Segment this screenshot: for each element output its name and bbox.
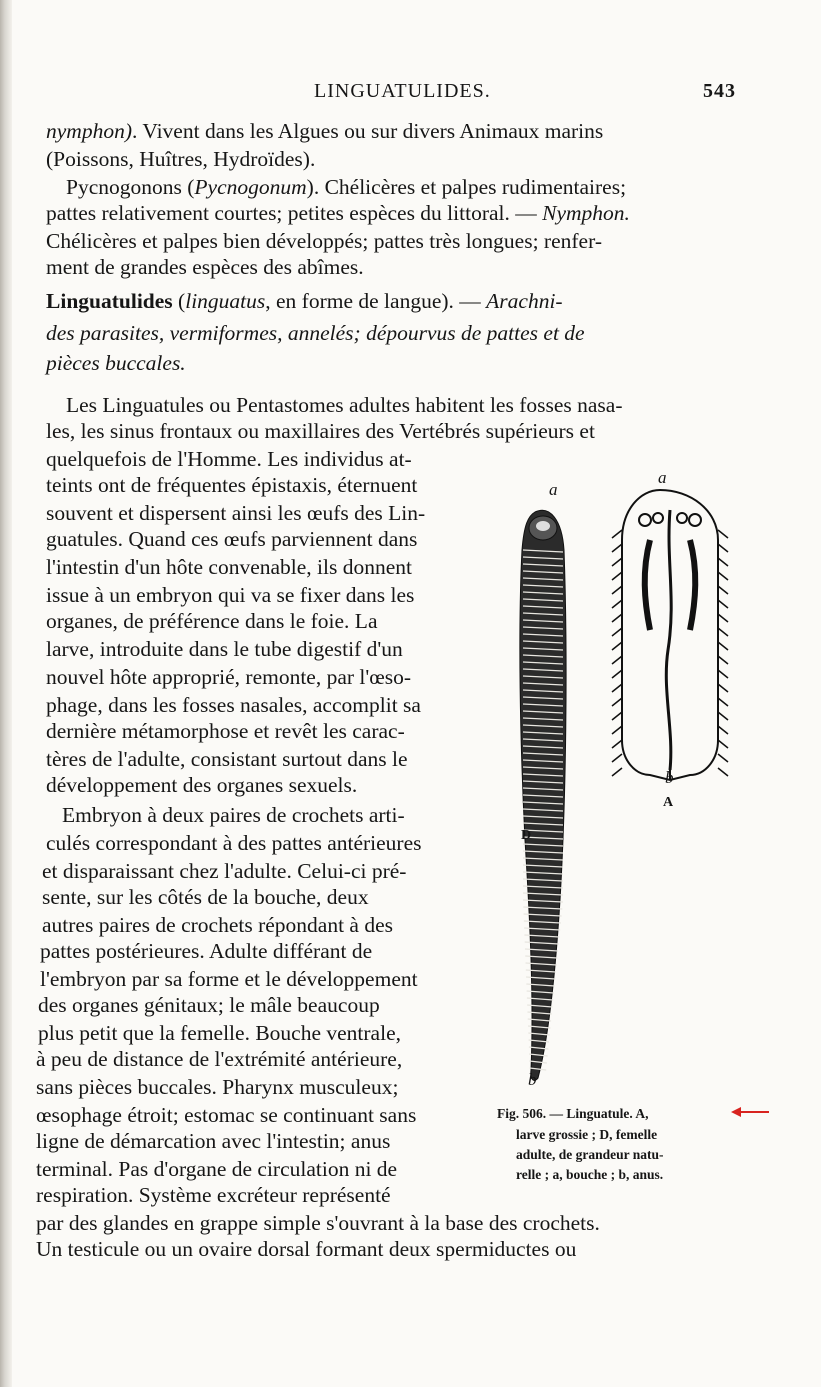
text-line xyxy=(46,254,364,281)
text-segment: Embryon à deux paires de crochets arti- xyxy=(62,803,405,827)
label-b-female: b xyxy=(528,1070,537,1089)
text-line xyxy=(46,500,425,527)
text-segment: Nymphon. xyxy=(542,201,630,225)
text-line xyxy=(46,692,421,719)
text-line xyxy=(66,392,623,419)
text-segment: à peu de distance de l'extrémité antérieure, xyxy=(36,1047,403,1071)
text-line xyxy=(46,228,602,255)
text-line xyxy=(46,636,403,663)
text-segment: pièces buccales. xyxy=(46,351,186,375)
text-line xyxy=(36,1102,416,1129)
text-segment: linguatus xyxy=(185,289,266,313)
text-segment: pattes postérieures. Adulte différant de xyxy=(40,939,373,963)
text-segment: ment de grandes espèces des abîmes. xyxy=(46,255,364,279)
text-segment: autres paires de crochets répondant à des xyxy=(42,913,394,937)
text-line xyxy=(36,1128,390,1155)
text-segment: phage, dans les fosses nasales, accomplit sa xyxy=(46,693,421,717)
text-segment: Arachni- xyxy=(486,289,563,313)
text-segment: œsophage étroit; estomac se continuant sans xyxy=(36,1103,417,1127)
text-line xyxy=(46,146,315,173)
caption-line: Fig. 506. — Linguatule. A, xyxy=(497,1106,649,1121)
text-segment: sente, sur les côtés de la bouche, deux xyxy=(42,885,369,909)
text-line xyxy=(46,350,186,377)
text-segment: organes, de préférence dans le foie. La xyxy=(46,609,378,633)
text-segment: nymphon) xyxy=(46,119,132,143)
text-segment: Les Linguatules ou Pentastomes adultes habitent les fosses nasa- xyxy=(66,393,623,417)
red-arrow-icon xyxy=(731,1105,771,1119)
text-line xyxy=(36,1210,600,1237)
text-line xyxy=(42,884,369,911)
text-line xyxy=(46,830,422,857)
text-line xyxy=(46,582,414,609)
text-segment: Linguatulides xyxy=(46,289,173,313)
text-segment: ligne de démarcation avec l'intestin; anus xyxy=(36,1129,391,1153)
adult-female-drawing xyxy=(520,510,566,1080)
text-segment: et disparaissant chez l'adulte. Celui-ci pré- xyxy=(42,859,407,883)
text-segment: souvent et dispersent ainsi les œufs des Lin- xyxy=(46,501,426,525)
text-segment: pattes relativement courtes; petites espèces du littoral. — xyxy=(46,201,543,225)
text-segment: culés correspondant à des pattes antérieures xyxy=(46,831,422,855)
text-segment: des parasites, vermiformes, annelés; dépourvus de pattes et de xyxy=(46,321,585,345)
text-line xyxy=(38,992,380,1019)
text-line xyxy=(38,1020,401,1047)
text-segment: guatules. Quand ces œufs parviennent dans xyxy=(46,527,418,551)
text-segment: Pycnogonum xyxy=(194,175,307,199)
text-segment: quelquefois de l'Homme. Les individus at- xyxy=(46,447,412,471)
larva-drawing xyxy=(612,490,728,780)
text-line xyxy=(36,1182,391,1209)
text-line xyxy=(46,554,412,581)
text-segment: dernière métamorphose et revêt les carac- xyxy=(46,719,405,743)
text-segment: terminal. Pas d'organe de circulation ni de xyxy=(36,1157,398,1181)
text-line xyxy=(46,472,417,499)
label-b-larva: b xyxy=(665,768,674,787)
text-segment: respiration. Système excréteur représenté xyxy=(36,1183,391,1207)
text-line xyxy=(42,912,393,939)
text-segment: l'embryon par sa forme et le développement xyxy=(40,967,418,991)
book-spine-shadow xyxy=(0,0,12,1387)
text-line xyxy=(36,1156,397,1183)
label-A: A xyxy=(663,795,674,810)
text-line xyxy=(46,320,585,347)
text-line xyxy=(46,608,378,635)
text-segment: . Vivent dans les Algues ou sur divers Animaux marins xyxy=(131,119,604,143)
caption-line: adulte, de grandeur natu- xyxy=(516,1147,664,1162)
text-line xyxy=(42,858,406,885)
text-segment: issue à un embryon qui va se fixer dans les xyxy=(46,583,415,607)
text-segment: Pycnogonons ( xyxy=(66,175,195,199)
text-line xyxy=(46,446,412,473)
text-line xyxy=(62,802,405,829)
text-segment: , en forme de langue). — xyxy=(265,289,487,313)
label-D: D xyxy=(521,828,532,843)
text-line xyxy=(36,1236,576,1263)
caption-line: relle ; a, bouche ; b, anus. xyxy=(516,1167,664,1182)
text-line xyxy=(46,418,595,445)
text-line xyxy=(36,1074,398,1101)
text-line xyxy=(46,526,417,553)
text-line xyxy=(46,200,630,227)
text-line xyxy=(40,966,418,993)
text-segment: Un testicule ou un ovaire dorsal formant deux spermiductes ou xyxy=(36,1237,577,1261)
text-line xyxy=(40,938,372,965)
text-line xyxy=(46,746,408,773)
text-segment: développement des organes sexuels. xyxy=(46,773,358,797)
running-header xyxy=(0,80,821,106)
text-segment: des organes génitaux; le mâle beaucoup xyxy=(38,993,380,1017)
text-line xyxy=(46,118,603,145)
text-segment: les, les sinus frontaux ou maxillaires des Vertébrés supérieurs et xyxy=(46,419,595,443)
text-segment: nouvel hôte approprié, remonte, par l'œso- xyxy=(46,665,412,689)
text-segment: teints ont de fréquentes épistaxis, éternuent xyxy=(46,473,418,497)
text-line xyxy=(46,718,405,745)
text-segment: tères de l'adulte, consistant surtout dans le xyxy=(46,747,408,771)
text-line xyxy=(46,772,357,799)
text-segment: l'intestin d'un hôte convenable, ils donnent xyxy=(46,555,413,579)
text-segment: (Poissons, Huîtres, Hydroïdes). xyxy=(46,147,316,171)
text-line xyxy=(46,288,563,315)
running-title: LINGUATULIDES. xyxy=(314,80,491,102)
label-a-larva: a xyxy=(658,468,667,487)
text-segment: plus petit que la femelle. Bouche ventrale, xyxy=(38,1021,401,1045)
text-segment: Chélicères et palpes bien développés; pattes très longues; renfer- xyxy=(46,229,602,253)
text-line xyxy=(66,174,626,201)
text-segment: ). Chélicères et palpes rudimentaires; xyxy=(306,175,627,199)
text-line xyxy=(46,664,411,691)
text-segment: par des glandes en grappe simple s'ouvrant à la base des crochets. xyxy=(36,1211,600,1235)
label-a-female: a xyxy=(549,480,558,499)
caption-line: larve grossie ; D, femelle xyxy=(516,1127,658,1142)
page-number: 543 xyxy=(703,80,736,102)
text-segment: ( xyxy=(172,289,186,313)
text-line xyxy=(36,1046,402,1073)
text-segment: larve, introduite dans le tube digestif d'un xyxy=(46,637,403,661)
linguatule-illustration xyxy=(500,480,750,1090)
text-segment: sans pièces buccales. Pharynx musculeux; xyxy=(36,1075,399,1099)
